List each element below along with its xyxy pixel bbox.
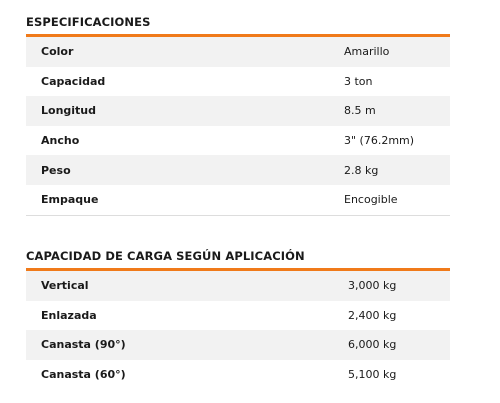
spec-label: Peso bbox=[26, 155, 344, 185]
specifications-divider bbox=[26, 215, 450, 216]
table-row bbox=[26, 185, 450, 215]
spec-value: 8.5 m bbox=[344, 96, 450, 126]
spec-label: Capacidad bbox=[41, 74, 106, 88]
table-row bbox=[26, 67, 450, 97]
load-value: 5,100 kg bbox=[348, 368, 397, 382]
specifications-section bbox=[26, 14, 450, 216]
table-row bbox=[26, 330, 450, 360]
table-row bbox=[26, 96, 450, 126]
load-capacity-table bbox=[26, 271, 450, 389]
load-capacity-title: CAPACIDAD DE CARGA SEGÚN APLICACIÓN bbox=[26, 249, 305, 263]
load-label: Enlazada bbox=[41, 308, 97, 322]
specifications-table bbox=[26, 37, 450, 215]
load-value: 3,000 kg bbox=[348, 271, 450, 301]
load-label: Canasta (60°) bbox=[41, 368, 126, 382]
table-row bbox=[26, 301, 450, 331]
spec-value: Encogible bbox=[344, 193, 398, 207]
load-label: Vertical bbox=[26, 271, 348, 301]
spec-value: Amarillo bbox=[344, 37, 450, 67]
spec-value: 3 ton bbox=[344, 74, 373, 88]
spec-label: Ancho bbox=[41, 134, 80, 148]
load-value: 2,400 kg bbox=[348, 308, 397, 322]
spec-label: Empaque bbox=[41, 193, 99, 207]
load-value: 6,000 kg bbox=[348, 330, 450, 360]
spec-label: Color bbox=[26, 37, 344, 67]
spec-value: 3" (76.2mm) bbox=[344, 134, 415, 148]
spec-label: Longitud bbox=[26, 96, 344, 126]
table-row bbox=[26, 126, 450, 156]
load-label: Canasta (90°) bbox=[26, 330, 348, 360]
table-row bbox=[26, 271, 450, 301]
load-capacity-section bbox=[26, 248, 450, 389]
table-row bbox=[26, 360, 450, 390]
table-row bbox=[26, 155, 450, 185]
spec-value: 2.8 kg bbox=[344, 155, 450, 185]
specifications-title: ESPECIFICACIONES bbox=[26, 15, 151, 29]
table-row bbox=[26, 37, 450, 67]
